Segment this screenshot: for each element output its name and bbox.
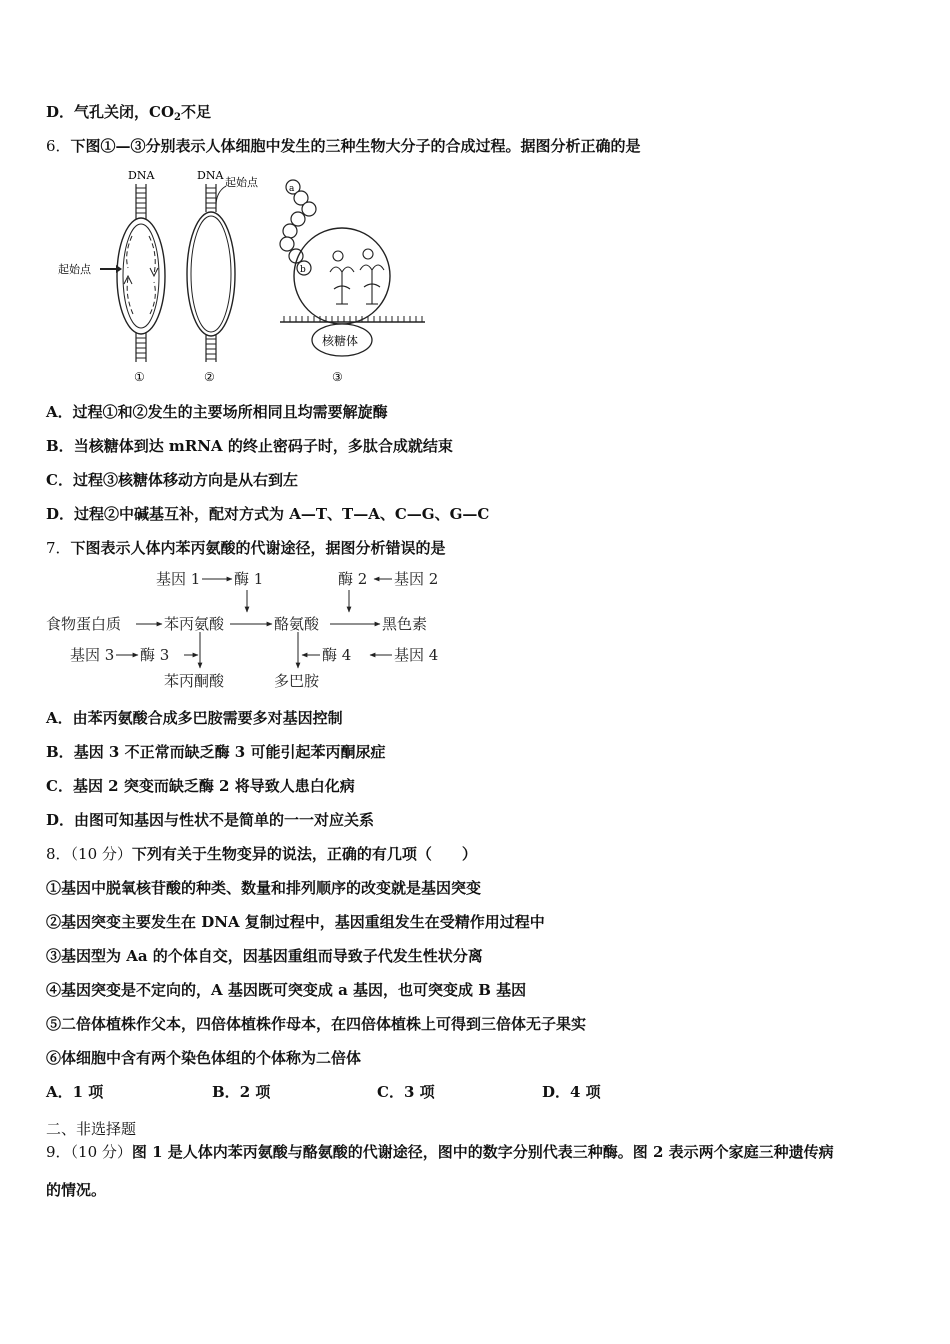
option-text: 当核糖体到达 mRNA 的终止密码子时，多肽合成就结束 bbox=[73, 437, 453, 455]
question-text: 下列有关于生物变异的说法，正确的有几项（ ） bbox=[131, 845, 477, 863]
q6-option-c bbox=[46, 470, 298, 490]
q8-option-c bbox=[377, 1082, 435, 1102]
q7-pathway-figure bbox=[44, 566, 454, 694]
q7-stem bbox=[46, 538, 446, 558]
question-number: 7． bbox=[46, 539, 71, 557]
option-label: A． bbox=[46, 403, 73, 421]
question-number: 8． bbox=[46, 845, 71, 863]
q8-item-3: ③基因型为 Aa 的个体自交，因基因重组而导致子代发生性状分离 bbox=[46, 947, 483, 965]
tyrosine: 酪氨酸 bbox=[274, 615, 320, 633]
enzyme-1: 酶 1 bbox=[234, 570, 264, 588]
option-text: 基因 2 突变而缺乏酶 2 将导致人患白化病 bbox=[72, 777, 355, 795]
option-text: 基因 3 不正常而缺乏酶 3 可能引起苯丙酮尿症 bbox=[73, 743, 386, 761]
option-text: 过程②中碱基互补，配对方式为 A—T、T—A、C—G、G—C bbox=[74, 505, 490, 523]
enzyme-2: 酶 2 bbox=[338, 570, 368, 588]
option-label: C． bbox=[46, 777, 73, 795]
question-text: 下图①—③分别表示人体细胞中发生的三种生物大分子的合成过程。据图分析正确的是 bbox=[70, 137, 641, 155]
option-label: C． bbox=[377, 1083, 404, 1101]
q6-option-a bbox=[46, 402, 388, 422]
origin-label-1: 起始点 bbox=[58, 263, 91, 276]
dna-label-2: DNA bbox=[197, 169, 224, 182]
gene-1: 基因 1 bbox=[156, 570, 201, 588]
dna-label-1: DNA bbox=[128, 169, 155, 182]
option-label: D． bbox=[46, 103, 75, 121]
option-text: 4 项 bbox=[570, 1083, 601, 1101]
phenylpyruvic-acid: 苯丙酮酸 bbox=[164, 672, 225, 690]
option-label: D． bbox=[542, 1083, 571, 1101]
q7-option-a bbox=[46, 708, 343, 728]
mark-a: a bbox=[289, 184, 295, 194]
option-text: 过程①和②发生的主要场所相同且均需要解旋酶 bbox=[72, 403, 388, 421]
dopamine: 多巴胺 bbox=[274, 672, 320, 690]
q5-option-d bbox=[46, 102, 211, 128]
q6-figure bbox=[50, 164, 440, 392]
origin-label-2: 起始点 bbox=[225, 176, 258, 189]
q7-option-c bbox=[46, 776, 355, 796]
option-label: B． bbox=[212, 1083, 240, 1101]
q6-option-d bbox=[46, 504, 489, 524]
option-label: A． bbox=[46, 1083, 73, 1101]
q8-item-2: ②基因突变主要发生在 DNA 复制过程中，基因重组发生在受精作用过程中 bbox=[46, 913, 545, 931]
option-label: B． bbox=[46, 743, 74, 761]
q8-stem bbox=[46, 844, 477, 864]
option-label: D． bbox=[46, 811, 75, 829]
q9-stem-line-1 bbox=[46, 1142, 834, 1162]
q9-stem-line-2: 的情况。 bbox=[46, 1181, 107, 1199]
option-text: 由图可知基因与性状不是简单的一一对应关系 bbox=[74, 811, 375, 829]
option-text: 1 项 bbox=[72, 1083, 104, 1101]
phenylalanine: 苯丙氨酸 bbox=[164, 615, 225, 633]
question-number: 6． bbox=[46, 137, 71, 155]
gene-3: 基因 3 bbox=[70, 646, 115, 664]
q6-stem bbox=[46, 136, 641, 156]
option-label: A． bbox=[46, 709, 73, 727]
gene-4: 基因 4 bbox=[394, 646, 439, 664]
transcription-diagram bbox=[187, 169, 259, 384]
q7-option-d bbox=[46, 810, 374, 830]
caption-1: ① bbox=[134, 370, 145, 384]
option-label: C． bbox=[46, 471, 73, 489]
option-text-tail: 不足 bbox=[181, 103, 212, 121]
option-text: 过程③核糖体移动方向是从右到左 bbox=[72, 471, 298, 489]
q8-item-1: ①基因中脱氧核苷酸的种类、数量和排列顺序的改变就是基因突变 bbox=[46, 879, 482, 897]
translation-diagram bbox=[280, 180, 425, 384]
option-text: 3 项 bbox=[403, 1083, 435, 1101]
ribosome-label: 核糖体 bbox=[322, 334, 359, 348]
melanin: 黑色素 bbox=[382, 615, 428, 633]
question-score: （10 分） bbox=[70, 845, 132, 863]
question-text: 下图表示人体内苯丙氨酸的代谢途径，据图分析错误的是 bbox=[70, 539, 446, 557]
caption-3: ③ bbox=[332, 370, 343, 384]
q8-item-5: ⑤二倍体植株作父本，四倍体植株作母本，在四倍体植株上可得到三倍体无子果实 bbox=[46, 1015, 587, 1033]
enzyme-3: 酶 3 bbox=[140, 646, 170, 664]
question-text: 图 1 是人体内苯丙氨酸与酪氨酸的代谢途径，图中的数字分别代表三种酶。图 2 表示两个家庭三种遗传病 bbox=[131, 1143, 834, 1161]
q8-option-b bbox=[212, 1082, 270, 1102]
q8-option-a bbox=[46, 1082, 103, 1102]
question-score: （10 分） bbox=[70, 1143, 132, 1161]
option-text: 气孔关闭，CO bbox=[74, 103, 175, 121]
q7-option-b bbox=[46, 742, 385, 762]
food-protein: 食物蛋白质 bbox=[46, 615, 122, 633]
subscript: 2 bbox=[174, 112, 181, 123]
replication-diagram bbox=[58, 169, 165, 384]
caption-2: ② bbox=[204, 370, 215, 384]
option-text: 2 项 bbox=[239, 1083, 271, 1101]
gene-2: 基因 2 bbox=[394, 570, 439, 588]
q6-option-b bbox=[46, 436, 453, 456]
option-label: B． bbox=[46, 437, 74, 455]
option-label: D． bbox=[46, 505, 75, 523]
mark-b: b bbox=[300, 265, 306, 275]
q8-item-4: ④基因突变是不定向的，A 基因既可突变成 a 基因，也可突变成 B 基因 bbox=[46, 981, 527, 999]
enzyme-4: 酶 4 bbox=[322, 646, 352, 664]
q8-item-6: ⑥体细胞中含有两个染色体组的个体称为二倍体 bbox=[46, 1049, 362, 1067]
section-title: 二、非选择题 bbox=[46, 1120, 137, 1138]
q8-option-d bbox=[542, 1082, 601, 1102]
option-text: 由苯丙氨酸合成多巴胺需要多对基因控制 bbox=[72, 709, 343, 727]
question-number: 9． bbox=[46, 1143, 71, 1161]
